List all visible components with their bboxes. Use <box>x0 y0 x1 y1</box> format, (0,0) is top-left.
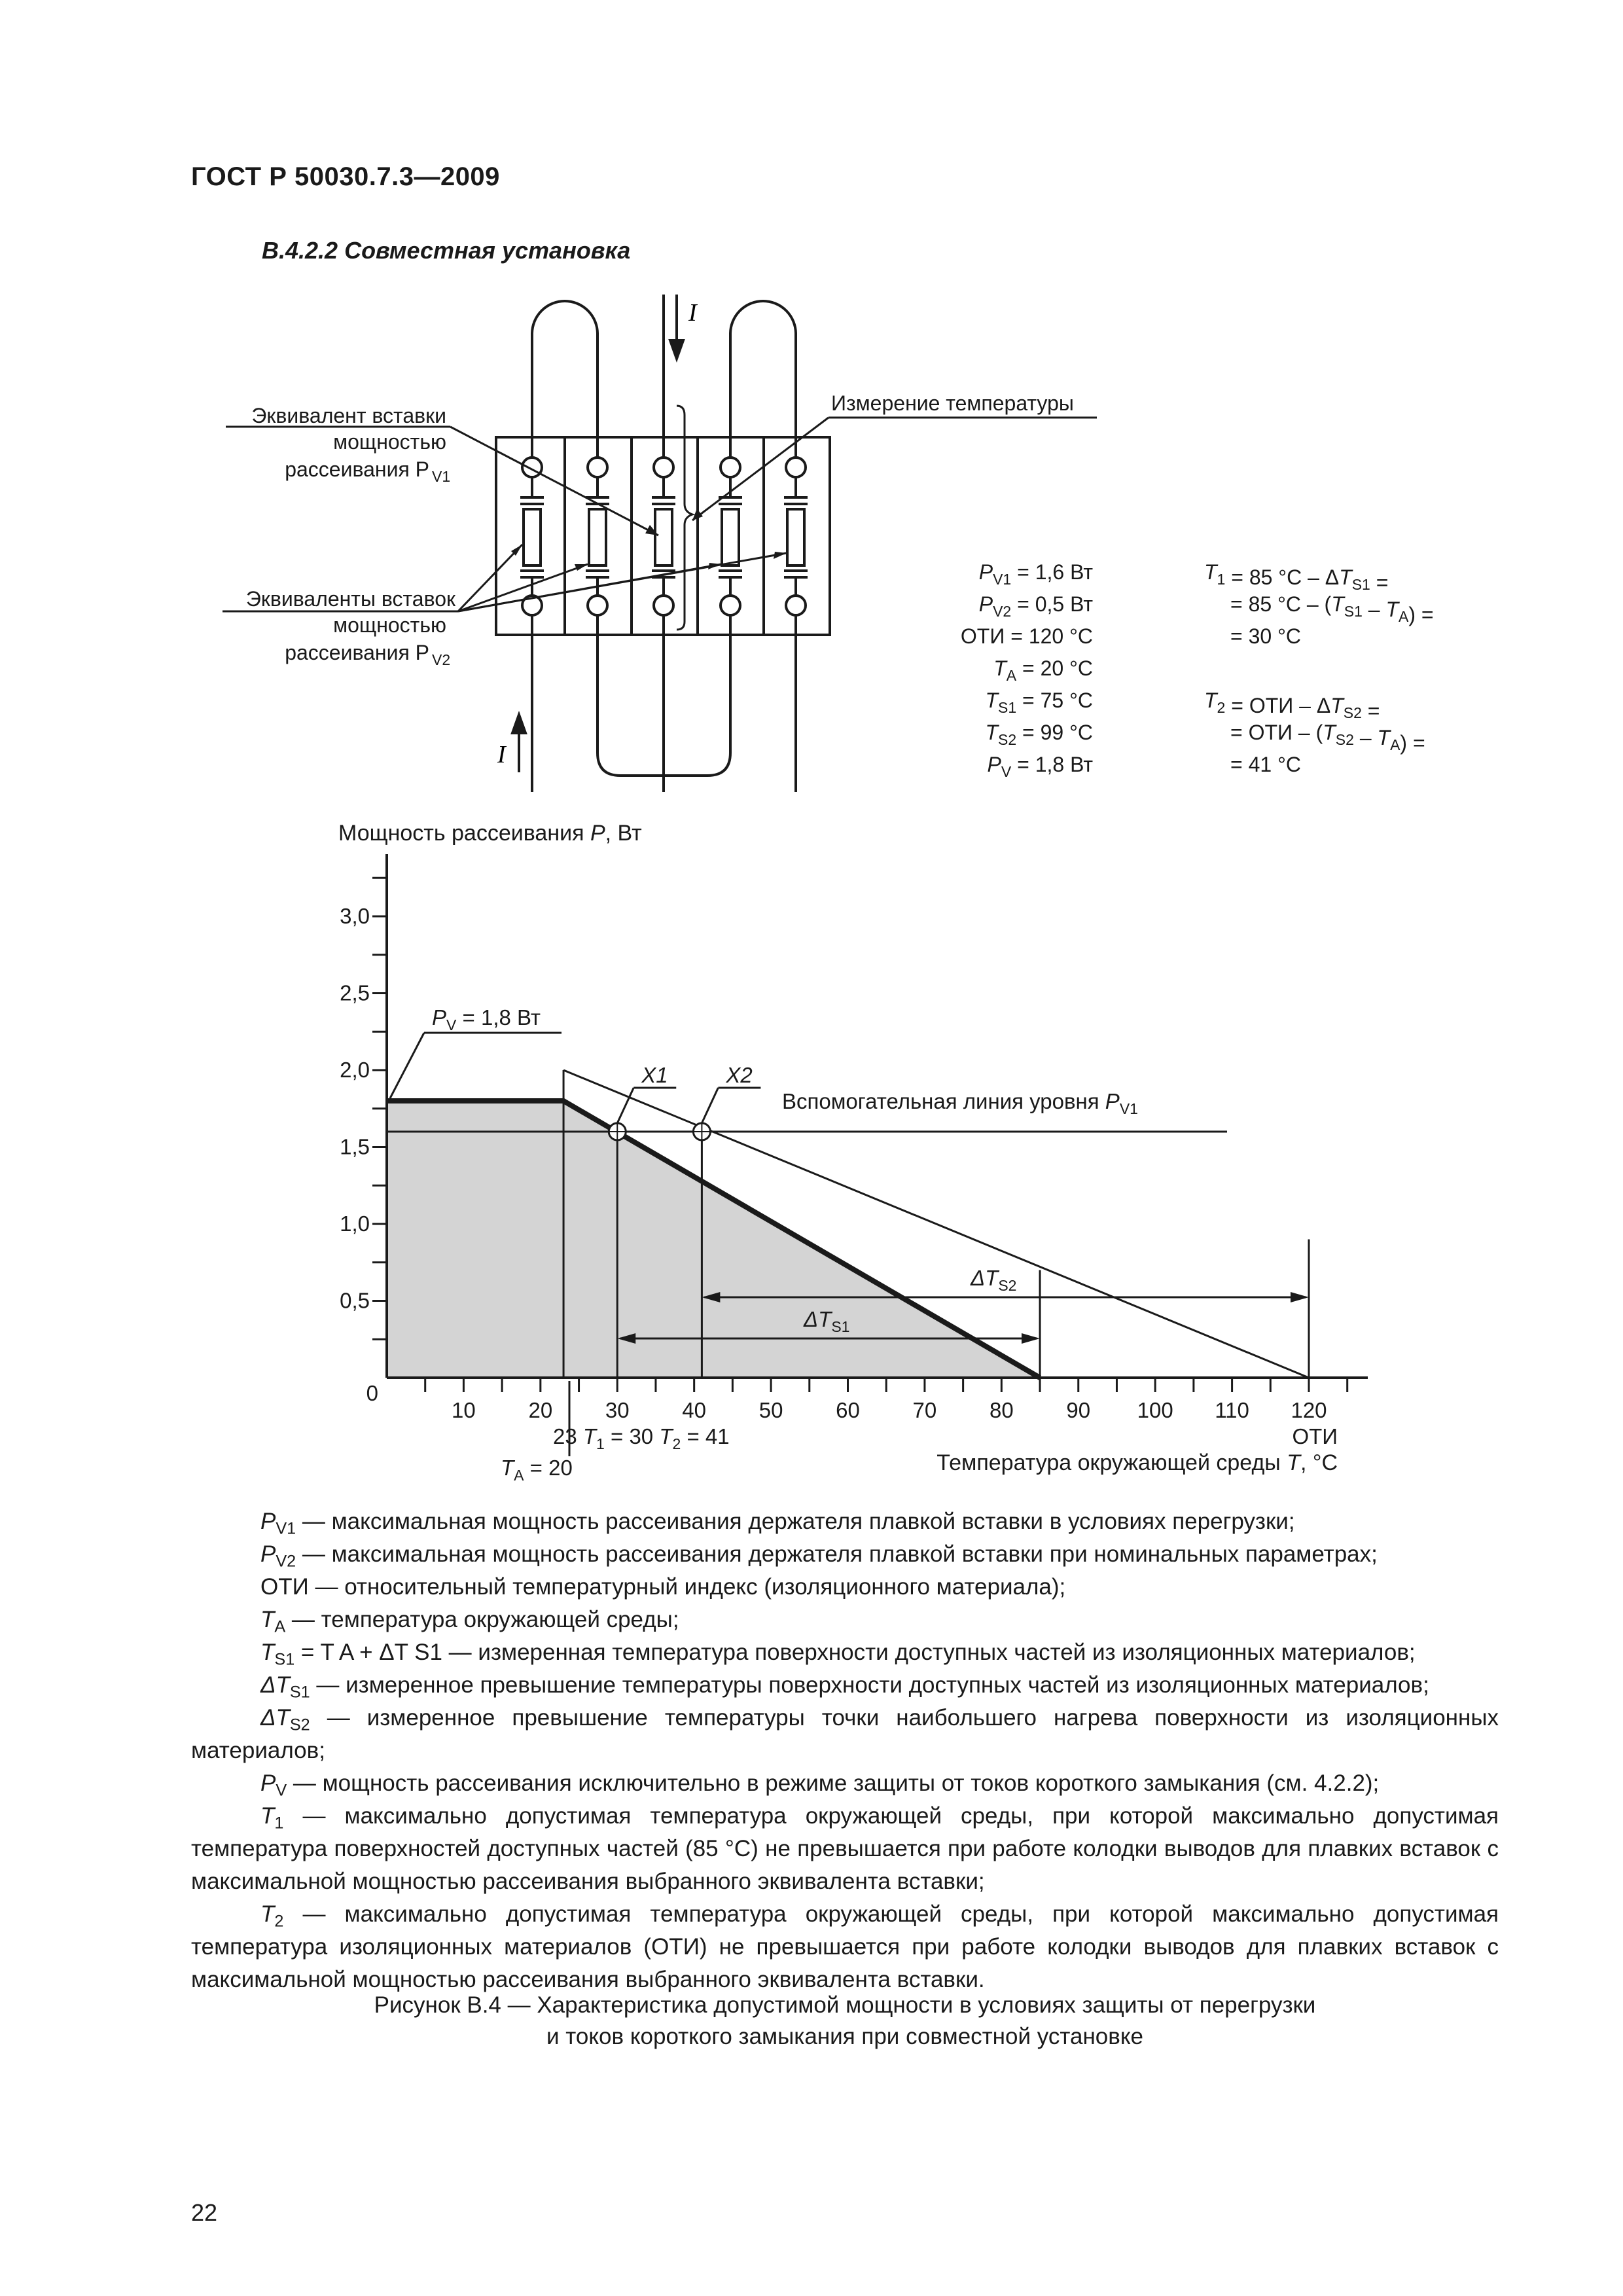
marker-label: X2 <box>726 1063 753 1087</box>
param-row: ОТИ = 120 °С <box>960 624 1093 648</box>
section-title: В.4.2.2 Совместная установка <box>262 237 631 264</box>
x-tick-label: 60 <box>836 1398 860 1422</box>
current-label-top: I <box>688 299 697 327</box>
pv-annotation: $P_V = 1,8$ Вт <box>432 1005 541 1033</box>
fuse-3 <box>652 457 675 615</box>
reference-line-label: Вспомогательная линия уровня $P_{V1}$ <box>782 1089 1138 1117</box>
current-label-bottom: I <box>497 741 506 768</box>
formula-line: = ОТИ – $(T_{S2} - T_A)$ = <box>1230 721 1425 755</box>
symbol-legend <box>191 1505 1499 1996</box>
formula-line: = 30 °С <box>1230 624 1301 648</box>
y-tick-label: 0,5 <box>340 1288 370 1313</box>
label-pv1-line1: Эквивалент вставки <box>251 404 446 427</box>
fuse-1 <box>520 457 544 615</box>
label-pv2-line3: рассеивания P <box>285 641 429 664</box>
param-row: $P_{V1} = 1,6$ Вт <box>978 560 1093 588</box>
power-temperature-chart <box>338 821 1368 1484</box>
legend-item: $P_{V1}$ — максимальная мощность рассеивания держателя плавкой вставки в условиях перегрузки; <box>260 1509 1295 1538</box>
marker-label: X1 <box>641 1063 668 1087</box>
formula-line: $T_1 = 85$ $^\circ С - \Delta T_{S1}$ = <box>1204 560 1389 594</box>
legend-item: $T_2$ — максимально допустимая температура окружающей среды, при которой максимально допустимая температура изоляционных материалов (ОТИ) не превышается при работе колодки выводов для плавких вставок с максимальной мощностью рассеивания выбранного эквивалента вставки. <box>191 1901 1499 1992</box>
permissible-area <box>387 1101 1040 1378</box>
x-tick-label: 100 <box>1137 1398 1173 1422</box>
x-tick-label: 50 <box>758 1398 783 1422</box>
formula-block <box>1204 560 1434 776</box>
x-tick-label: 70 <box>912 1398 937 1422</box>
x-tick-label: 10 <box>452 1398 476 1422</box>
y-axis-title: Мощность рассеивания P, Вт <box>338 821 642 846</box>
y-tick-label: 2,0 <box>340 1058 370 1082</box>
x-tick-label: 110 <box>1215 1398 1249 1422</box>
label-pv2-line2: мощностью <box>333 613 446 637</box>
label-pv1-line3: рассеивания P <box>285 457 429 481</box>
x-tick-label: 120 <box>1291 1398 1327 1422</box>
x-tick-label: 40 <box>682 1398 707 1422</box>
document-title: ГОСТ Р 50030.7.3—2009 <box>191 162 500 191</box>
x-tick-label: 20 <box>528 1398 553 1422</box>
param-row: $T_{S1} = 75$ °С <box>985 689 1093 716</box>
caption-line-2: и токов короткого замыкания при совместной установке <box>546 2024 1144 2049</box>
formula-line: = 41 °С <box>1230 753 1301 776</box>
formula-line: = 85 $^\circ С - (T_{S1} - T_A)$ = <box>1230 592 1434 626</box>
dts2-label: $\Delta T_{S2}$ <box>971 1266 1017 1294</box>
legend-item: $T_1$ — максимально допустимая температура окружающей среды, при которой максимально допустимая температура поверхностей доступных частей (85 °С) не превышается при работе колодки выводов для плавких вставок с максимальной мощностью рассеивания выбранного эквивалента вставки; <box>191 1803 1499 1894</box>
label-pv2-sub: V2 <box>432 651 451 668</box>
oti-label: ОТИ <box>1292 1424 1338 1448</box>
figure-caption <box>191 1990 1499 2053</box>
origin-label: 0 <box>366 1381 378 1405</box>
formula-line: $T_2$ = ОТИ – $\Delta T_{S2}$ = <box>1204 689 1380 723</box>
temperature-bracket <box>677 406 692 630</box>
label-pv1-sub: V1 <box>432 468 451 485</box>
legend-item: $\Delta T_{S2}$ — измеренное превышение температуры точки наибольшего нагрева поверхности из изоляционных материалов; <box>191 1705 1499 1763</box>
parameter-list <box>961 560 1093 780</box>
y-tick-label: 1,5 <box>340 1134 370 1159</box>
legend-item: $T_A$ — температура окружающей среды; <box>260 1607 679 1636</box>
fuse-5 <box>784 457 808 615</box>
x-tick-label: 90 <box>1066 1398 1091 1422</box>
param-row: $T_A = 20$ °С <box>993 656 1093 684</box>
marker-leader <box>702 1088 718 1123</box>
dts1-label: $\Delta T_{S1}$ <box>804 1307 850 1335</box>
page-number: 22 <box>191 2199 218 2226</box>
y-tick-label: 1,0 <box>340 1211 370 1236</box>
label-pv1-line2: мощностью <box>333 430 446 454</box>
param-row: $P_V = 1,8$ Вт <box>987 753 1093 780</box>
caption-line-1: Рисунок В.4 — Характеристика допустимой мощности в условиях защиты от перегрузки <box>374 1992 1316 2018</box>
param-row: $T_{S2} = 99$ °С <box>985 721 1093 748</box>
label-temperature-measurement: Измерение температуры <box>831 391 1074 415</box>
legend-item: ОТИ — относительный температурный индекс (изоляционного материала); <box>260 1574 1066 1600</box>
x-tick-label: 80 <box>989 1398 1014 1422</box>
y-tick-label: 3,0 <box>340 904 370 928</box>
temperature-points-label: 23 $T_1 = 30$ $T_2 = 41$ <box>553 1424 730 1452</box>
x-tick-label: 30 <box>605 1398 630 1422</box>
fuse-2 <box>586 457 609 615</box>
param-row: $P_{V2} = 0,5$ Вт <box>978 592 1093 620</box>
pv-leader <box>390 1033 424 1098</box>
y-tick-label: 2,5 <box>340 980 370 1005</box>
x-axis-title: Температура окружающей среды T, °С <box>936 1450 1338 1475</box>
leader-arrowheads <box>511 509 787 571</box>
legend-item: $\Delta T_{S1}$ — измеренное превышение температуры поверхности доступных частей из изоляционных материалов; <box>260 1672 1429 1702</box>
legend-item: $P_{V2}$ — максимальная мощность рассеивания держателя плавкой вставки при номинальных параметрах; <box>260 1541 1378 1571</box>
label-pv2-line1: Эквиваленты вставок <box>245 587 455 611</box>
ta-label: $T_A = 20$ <box>501 1456 573 1484</box>
fuse-4 <box>719 457 742 615</box>
legend-item: $T_{S1} = T$ A + ΔT S1 — измеренная температура поверхности доступных частей из изоляционных материалов; <box>260 1640 1416 1669</box>
legend-item: $P_V$ — мощность рассеивания исключительно в режиме защиты от токов короткого замыкания (см. 4.2.2); <box>260 1770 1380 1800</box>
